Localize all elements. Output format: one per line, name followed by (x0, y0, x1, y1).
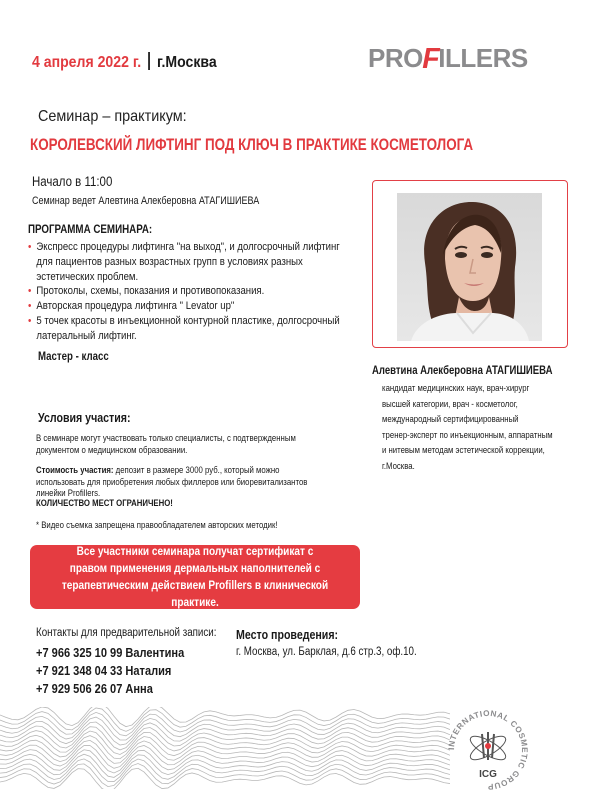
program-item: • Авторская процедура лифтинга " Levator up" (28, 299, 347, 314)
badge-abbr: ICG (479, 769, 497, 780)
speaker-name: Алевтина Алекберовна АТАГИШИЕВА (372, 365, 553, 377)
decorative-waves (0, 707, 450, 789)
video-note: * Видео съемка запрещена правообладателем авторских методик! (36, 519, 278, 530)
phone-number[interactable]: +7 966 325 10 99 Валентина (36, 645, 185, 660)
portrait-illustration (397, 193, 542, 341)
wave-line (0, 722, 450, 745)
program-item: • 5 точек красоты в инъекционной контурной пластике, долгосрочный латеральный лифтинг. (28, 314, 347, 344)
venue-heading: Место проведения: (236, 628, 339, 642)
venue-address: г. Москва, ул. Барклая, д.6 стр.3, оф.10. (236, 646, 417, 658)
speaker-photo-card (372, 180, 568, 348)
master-class-label: Мастер - класс (38, 351, 109, 363)
date-city-line (32, 52, 217, 72)
program-item: • Протоколы, схемы, показания и противопоказания. (28, 284, 347, 299)
start-time: Начало в 11:00 (32, 174, 113, 189)
date-separator (148, 52, 150, 70)
program-item: • Экспресс процедуры лифтинга "на выход", и долгосрочный лифтинг для пациентов разных возрастных групп в условиях разных эстетических проблем. (28, 240, 347, 284)
contacts-heading: Контакты для предварительной записи: (36, 627, 217, 639)
conditions-text: В семинаре могут участвовать только специалисты, с подтвержденным документом о медицинском образовании. (36, 432, 296, 455)
logo-text-mid: F (422, 41, 440, 75)
conditions-heading: Условия участия: (38, 411, 131, 425)
seminar-lead: Семинар ведет Алевтина Алекберовна АТАГИШИЕВА (32, 195, 260, 207)
banner-text: Все участники семинара получат сертификат с правом применения дермальных наполнителей с терапевтическим действием Profillers в клинической практике. (61, 544, 329, 609)
bio-line: тренер-эксперт по инъекционным, аппаратным (382, 429, 553, 441)
logo-text-right: ILLERS (438, 43, 528, 73)
bio-line: кандидат медицинских наук, врач-хирург (382, 383, 530, 394)
wave-line (0, 707, 450, 727)
phone-number[interactable]: +7 929 506 26 07 Анна (36, 681, 153, 696)
seminar-subtitle: Семинар – практикум: (38, 108, 187, 125)
program-list (28, 240, 347, 344)
seminar-title: КОРОЛЕВСКИЙ ЛИФТИНГ ПОД КЛЮЧ В ПРАКТИКЕ КОСМЕТОЛОГА (30, 135, 474, 154)
speaker-photo (397, 193, 542, 341)
icg-badge (438, 700, 538, 800)
wave-line (0, 764, 450, 787)
event-date: 4 апреля 2022 г. (32, 54, 142, 71)
certificate-banner (30, 545, 360, 609)
logo-text-left: PRO (368, 43, 423, 73)
cost-paragraph (36, 464, 318, 499)
bio-line: г.Москва. (382, 460, 415, 472)
wave-line (0, 717, 450, 740)
cost-text: депозит в размере 3000 руб., который можно использовать для приобретения любых филлеров или биоревитализантов линейки Profillers. (36, 464, 308, 498)
program-heading: ПРОГРАММА СЕМИНАРА: (28, 224, 153, 236)
seats-limited-notice: КОЛИЧЕСТВО МЕСТ ОГРАНИЧЕНО! (36, 497, 173, 508)
phone-number[interactable]: +7 921 348 04 33 Наталия (36, 663, 172, 678)
bio-line: высшей категории, врач - косметолог, (382, 398, 518, 410)
bio-line: и нитевым методам эстетической коррекции, (382, 445, 545, 457)
event-city: г.Москва (157, 54, 217, 71)
wave-line (0, 754, 450, 777)
bio-line: международный сертифицированный (382, 414, 519, 426)
profillers-logo (368, 43, 528, 74)
wave-line (0, 708, 450, 731)
badge-ring-text: INTERNATIONAL COSMETIC GROUP (446, 708, 530, 792)
cost-label: Стоимость участия: (36, 464, 114, 475)
speaker-bio (382, 381, 576, 475)
